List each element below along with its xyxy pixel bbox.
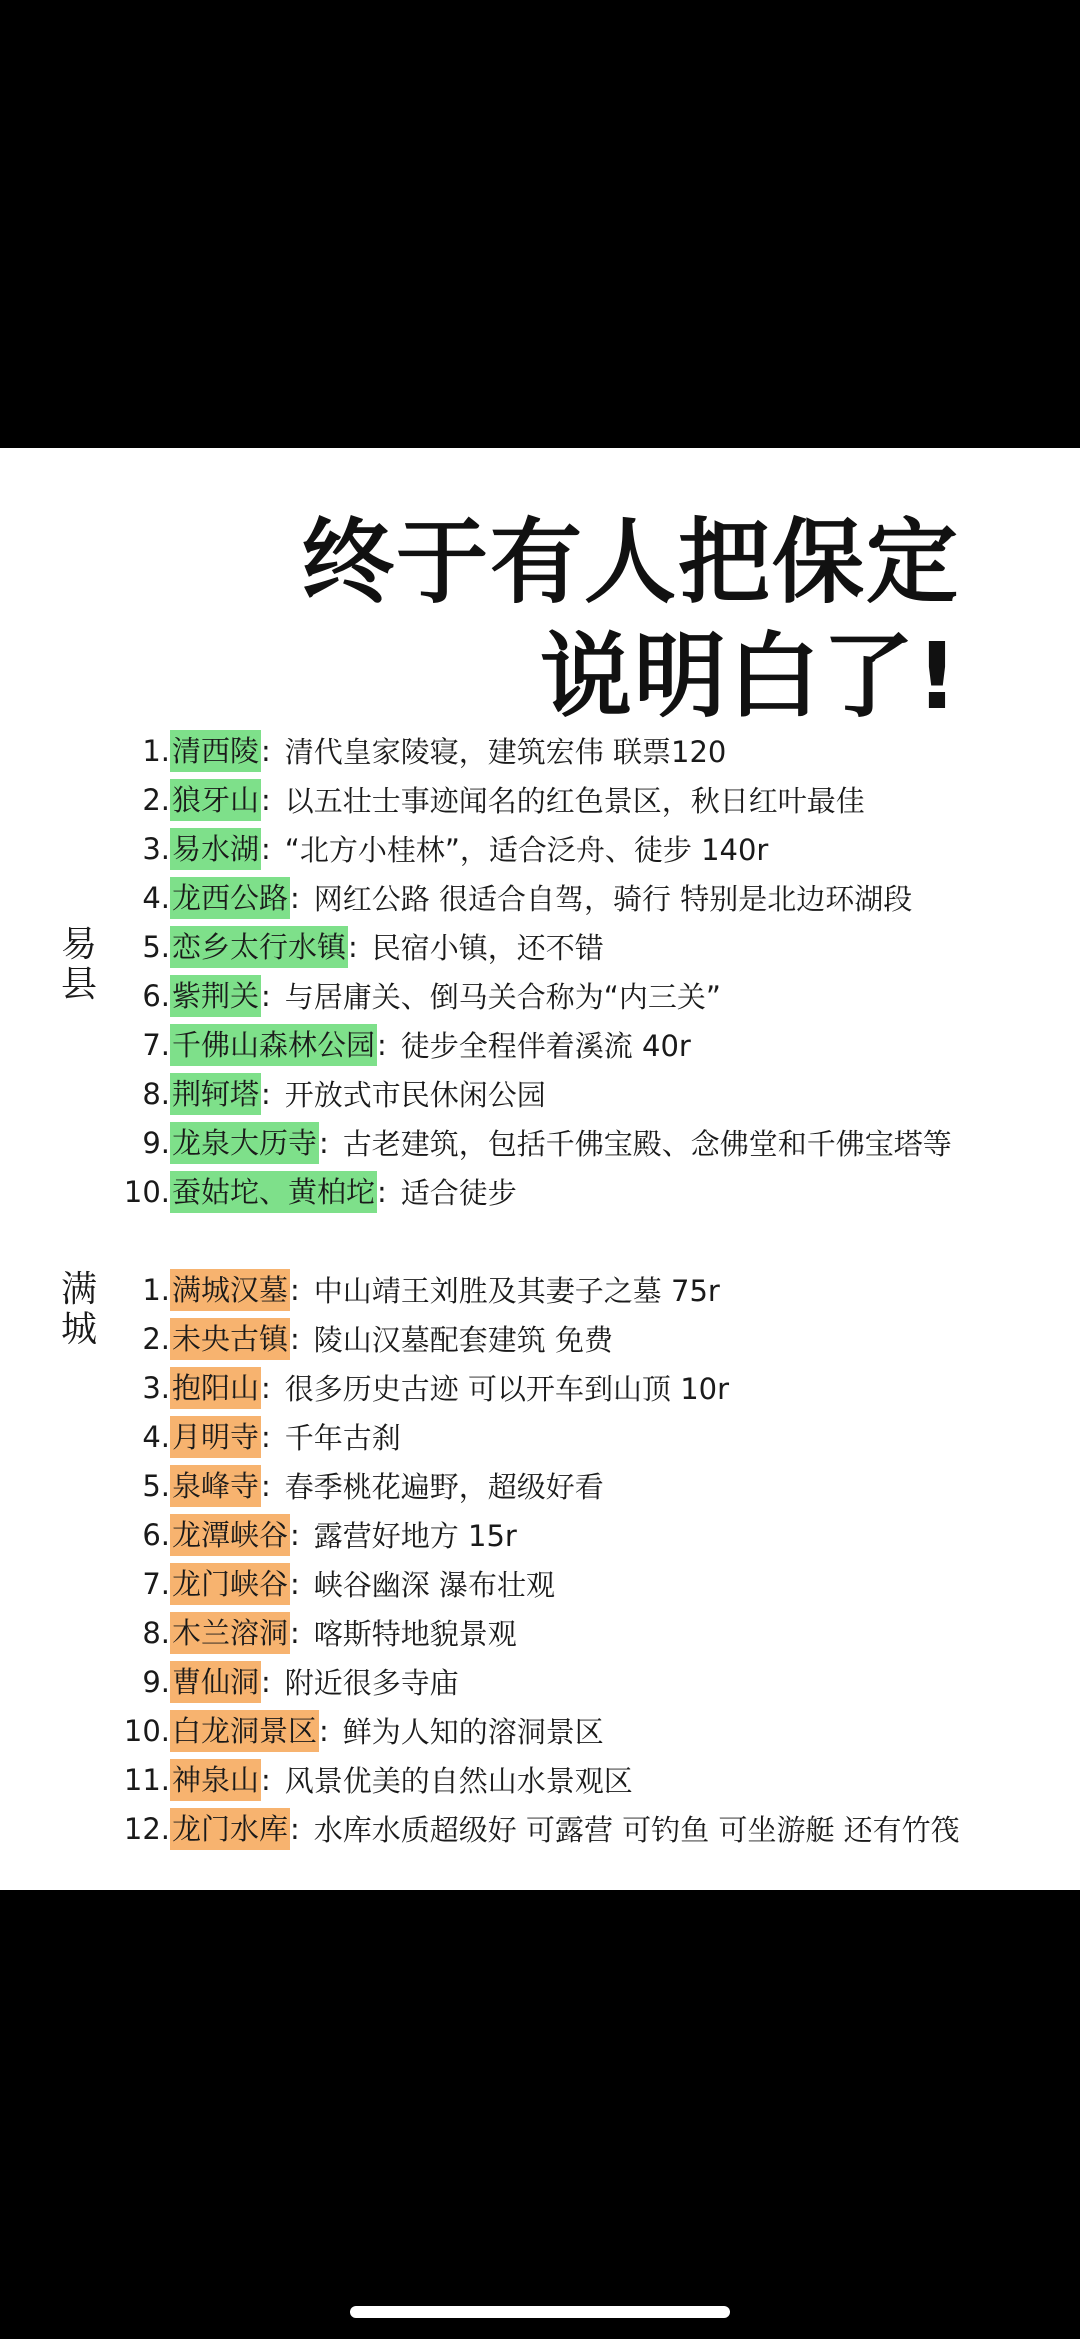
list-item [120,1657,1060,1706]
item-name: 未央古镇 [170,1318,290,1360]
item-description: “北方小桂林”，适合泛舟、徒步 140r [284,833,769,867]
list-item [120,971,1060,1020]
list-item [120,1755,1060,1804]
list-item [120,1363,1060,1412]
item-separator: : [290,1811,300,1846]
section-label-char: 满 [60,1269,97,1310]
item-name: 蚕姑坨、黄柏坨 [170,1171,377,1213]
item-description: 风景优美的自然山水景观区 [284,1764,633,1798]
item-number: 3. [142,831,170,866]
list-item [120,1412,1060,1461]
list-item [120,726,1060,775]
list-item [120,1608,1060,1657]
item-description: 开放式市民休闲公园 [284,1078,546,1112]
item-separator: : [261,831,271,866]
list-item [120,775,1060,824]
item-description: 陵山汉墓配套建筑 免费 [313,1323,614,1357]
item-separator: : [261,978,271,1013]
item-name: 月明寺 [170,1416,261,1458]
item-name: 清西陵 [170,730,261,772]
item-separator: : [290,1566,300,1601]
item-name: 龙潭峡谷 [170,1514,290,1556]
item-number: 2. [142,782,170,817]
list-item [120,1559,1060,1608]
item-separator: : [261,1370,271,1405]
item-name: 千佛山森林公园 [170,1024,377,1066]
item-separator: : [290,1517,300,1552]
item-description: 网红公路 很适合自驾，骑行 特别是北边环湖段 [313,882,913,916]
item-description: 古老建筑，包括千佛宝殿、念佛堂和千佛宝塔等 [342,1127,952,1161]
item-number: 9. [142,1664,170,1699]
item-name: 龙泉大历寺 [170,1122,319,1164]
list-item [120,922,1060,971]
item-number: 10. [123,1174,170,1209]
section-label-yixian [58,925,100,1005]
item-description: 清代皇家陵寝，建筑宏伟 联票120 [284,735,727,769]
item-number: 7. [142,1566,170,1601]
item-name: 狼牙山 [170,779,261,821]
item-number: 6. [142,978,170,1013]
item-name: 易水湖 [170,828,261,870]
list-item [120,1314,1060,1363]
list-item [120,1020,1060,1069]
item-description: 以五壮士事迹闻名的红色景区，秋日红叶最佳 [284,784,865,818]
list-item [120,1118,1060,1167]
item-name: 龙门峡谷 [170,1563,290,1605]
item-name: 恋乡太行水镇 [170,926,348,968]
item-separator: : [261,733,271,768]
list-item [120,824,1060,873]
item-number: 10. [123,1713,170,1748]
item-number: 11. [123,1762,170,1797]
list-item [120,1461,1060,1510]
item-description: 徒步全程伴着溪流 40r [400,1029,691,1063]
item-name: 荆轲塔 [170,1073,261,1115]
item-description: 水库水质超级好 可露营 可钓鱼 可坐游艇 还有竹筏 [313,1813,960,1847]
item-number: 1. [142,733,170,768]
item-description: 适合徒步 [400,1176,517,1210]
item-name: 龙西公路 [170,877,290,919]
item-description: 春季桃花遍野，超级好看 [284,1470,604,1504]
item-name: 龙门水库 [170,1808,290,1850]
list-item [120,1265,1060,1314]
list-yixian [120,726,1060,1216]
item-description: 露营好地方 15r [313,1519,517,1553]
item-number: 12. [123,1811,170,1846]
item-name: 抱阳山 [170,1367,261,1409]
item-description: 千年古刹 [284,1421,401,1455]
item-number: 4. [142,1419,170,1454]
item-separator: : [319,1713,329,1748]
item-number: 2. [142,1321,170,1356]
item-name: 满城汉墓 [170,1269,290,1311]
item-separator: : [261,1419,271,1454]
item-number: 4. [142,880,170,915]
item-separator: : [377,1027,387,1062]
home-indicator[interactable] [350,2306,730,2318]
item-name: 白龙洞景区 [170,1710,319,1752]
item-name: 曹仙洞 [170,1661,261,1703]
item-description: 中山靖王刘胜及其妻子之墓 75r [313,1274,720,1308]
item-description: 峡谷幽深 瀑布壮观 [313,1568,556,1602]
list-item [120,1069,1060,1118]
item-description: 喀斯特地貌景观 [313,1617,517,1651]
list-item [120,1510,1060,1559]
item-name: 泉峰寺 [170,1465,261,1507]
item-separator: : [290,1321,300,1356]
item-number: 6. [142,1517,170,1552]
title-line-1: 终于有人把保定 [301,509,960,616]
item-separator: : [261,1076,271,1111]
item-separator: : [377,1174,387,1209]
item-number: 9. [142,1125,170,1160]
item-number: 8. [142,1615,170,1650]
section-label-char: 县 [60,964,97,1005]
list-item [120,1706,1060,1755]
section-label-char: 易 [60,924,97,965]
item-number: 5. [142,929,170,964]
page-title [302,506,960,734]
item-name: 紫荆关 [170,975,261,1017]
item-description: 很多历史古迹 可以开车到山顶 10r [284,1372,730,1406]
item-description: 鲜为人知的溶洞景区 [342,1715,604,1749]
item-separator: : [261,1762,271,1797]
item-number: 3. [142,1370,170,1405]
item-separator: : [290,1272,300,1307]
item-separator: : [261,1664,271,1699]
item-separator: : [261,782,271,817]
item-description: 民宿小镇，还不错 [371,931,604,965]
list-item [120,1804,1060,1853]
item-number: 7. [142,1027,170,1062]
title-line-2: 说明白了! [540,623,960,730]
item-number: 8. [142,1076,170,1111]
item-description: 附近很多寺庙 [284,1666,459,1700]
item-separator: : [348,929,358,964]
list-item [120,873,1060,922]
item-name: 神泉山 [170,1759,261,1801]
item-description: 与居庸关、倒马关合称为“内三关” [284,980,721,1014]
list-item [120,1167,1060,1216]
section-label-mancheng [58,1270,100,1350]
content-card [0,448,1080,1890]
item-name: 木兰溶洞 [170,1612,290,1654]
item-separator: : [261,1468,271,1503]
item-number: 5. [142,1468,170,1503]
list-mancheng [120,1265,1060,1853]
item-separator: : [319,1125,329,1160]
item-separator: : [290,880,300,915]
item-separator: : [290,1615,300,1650]
section-label-char: 城 [60,1309,97,1350]
item-number: 1. [142,1272,170,1307]
